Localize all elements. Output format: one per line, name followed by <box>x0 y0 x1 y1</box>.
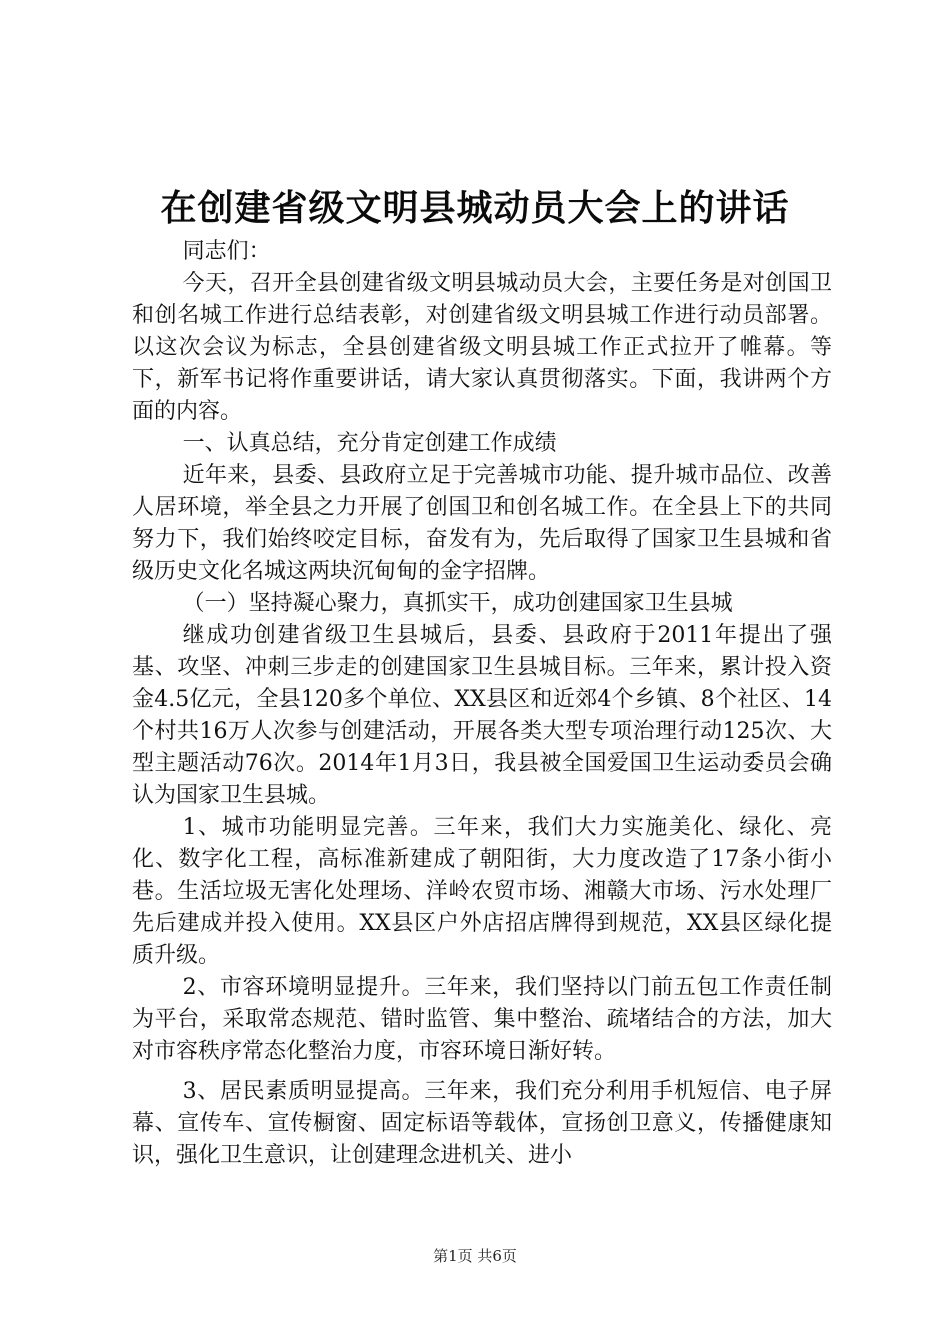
paragraph-health-county: 继成功创建省级卫生县城后，县委、县政府于2011年提出了强基、攻坚、冲刺三步走的创建国家卫生县城目标。三年来，累计投入资金4.5亿元，全县120多个单位、XX县区和近郊4个乡镇、8个社区、14个村共16万人次参与创建活动，开展各类大型专项治理行动125次、大型主题活动76次。2014年1月3日，我县被全国爱国卫生运动委员会确认为国家卫生县城。 <box>132 623 832 808</box>
paragraph-intro: 今天，召开全县创建省级文明县城动员大会，主要任务是对创国卫和创名城工作进行总结表彰，对创建省级文明县城工作进行动员部署。以这次会议为标志，全县创建省级文明县城工作正式拉开了帷幕。等下，新军书记将作重要讲话，请大家认真贯彻落实。下面，我讲两个方面的内容。 <box>132 271 832 424</box>
page-number-footer: 第1页 共6页 <box>433 1247 517 1265</box>
paragraph-item-2: 2、市容环境明显提升。三年来，我们坚持以门前五包工作责任制为平台，采取常态规范、错时监管、集中整治、疏堵结合的方法，加大对市容秩序常态化整治力度，市容环境日渐好转。 <box>132 975 832 1064</box>
document-title: 在创建省级文明县城动员大会上的讲话 <box>160 187 790 229</box>
subsection-heading-1: （一）坚持凝心聚力，真抓实干，成功创建国家卫生县城 <box>182 591 733 616</box>
salutation: 同志们： <box>182 239 271 264</box>
paragraph-item-1: 1、城市功能明显完善。三年来，我们大力实施美化、绿化、亮化、数字化工程，高标准新建成了朝阳街，大力度改造了17条小街小巷。生活垃圾无害化处理场、洋岭农贸市场、湘赣大市场、污水处理厂先后建成并投入使用。XX县区户外店招店牌得到规范，XX县区绿化提质升级。 <box>132 815 832 968</box>
document-body <box>132 236 832 1172</box>
paragraph-item-3: 3、居民素质明显提高。三年来，我们充分利用手机短信、电子屏幕、宣传车、宣传橱窗、固定标语等载体，宣扬创卫意义，传播健康知识，强化卫生意识，让创建理念进机关、进小 <box>132 1079 832 1168</box>
section-heading-1: 一、认真总结，充分肯定创建工作成绩 <box>182 431 557 456</box>
paragraph-achievements: 近年来，县委、县政府立足于完善城市功能、提升城市品位、改善人居环境，举全县之力开展了创国卫和创名城工作。在全县上下的共同努力下，我们始终咬定目标，奋发有为，先后取得了国家卫生县城和省级历史文化名城这两块沉甸甸的金字招牌。 <box>132 463 832 584</box>
